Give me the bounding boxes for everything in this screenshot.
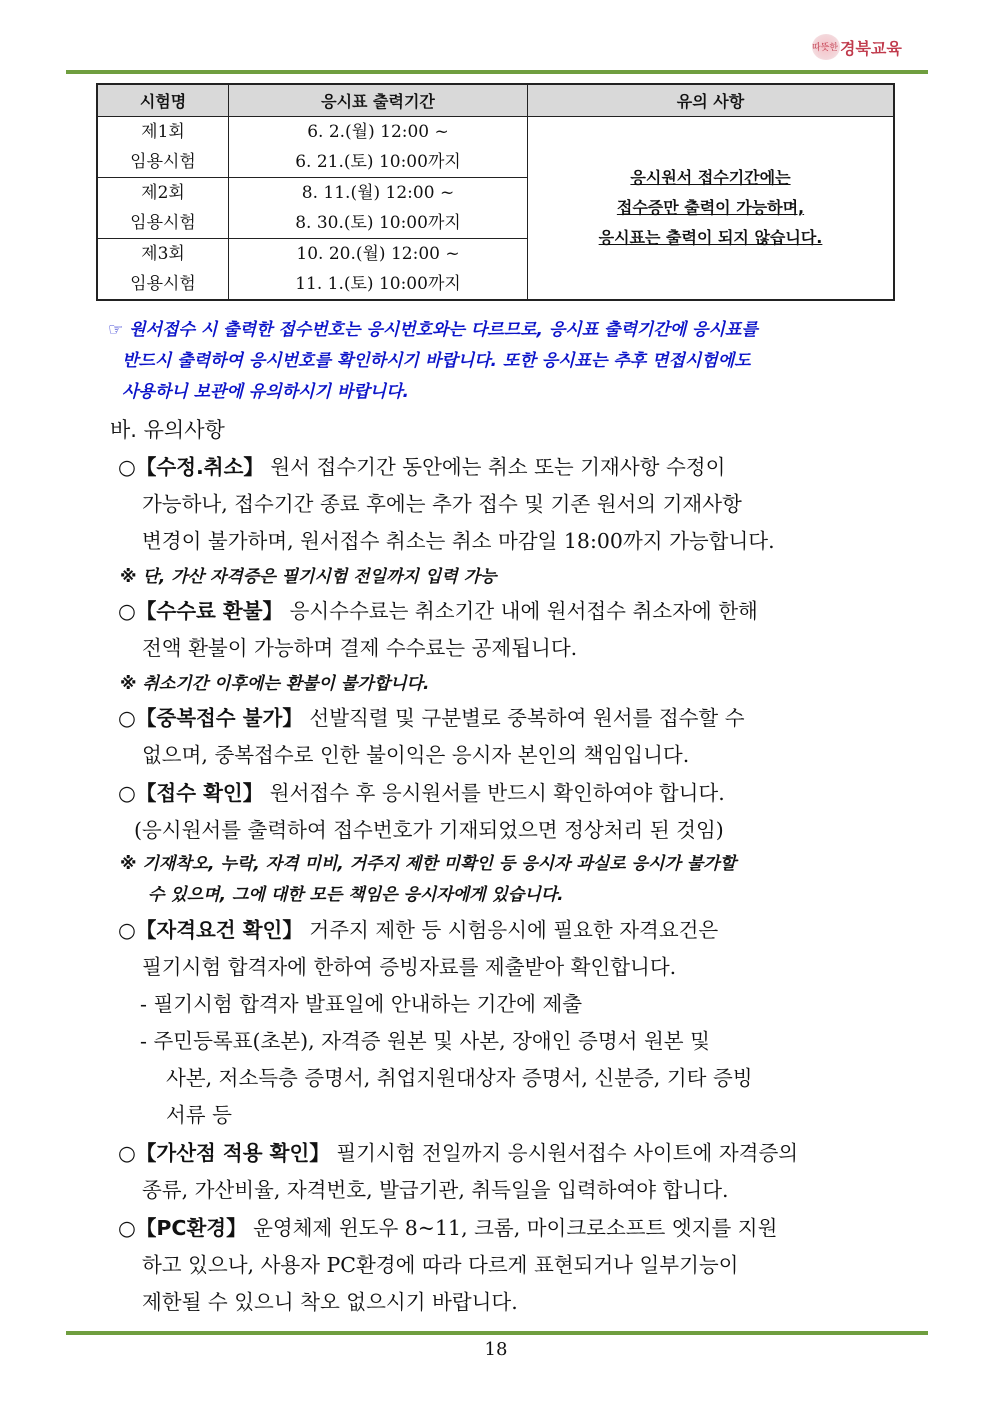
item-refund: ○【수수료 환불】 응시수수료는 취소기간 내에 원서접수 취소자에 한해 전액 환불이 가능하며 결제 수수료는 공제됩니다.: [118, 599, 758, 660]
exam-name-cell: 제2회 임용시험: [97, 178, 229, 239]
col-header-exam: 시험명: [97, 84, 229, 117]
table-header-row: [97, 84, 894, 117]
logo-text: 경북교육: [840, 39, 902, 58]
notes-cell: 응시원서 접수기간에는 접수증만 출력이 가능하며, 응시표는 출력이 되지 않습니다.: [528, 117, 895, 301]
note-no-refund: ※ 취소기간 이후에는 환불이 불가합니다.: [120, 674, 430, 694]
period-cell: 8. 11.(월) 12:00 ~ 8. 30.(토) 10:00까지: [229, 178, 528, 239]
period-cell: 6. 2.(월) 12:00 ~ 6. 21.(토) 10:00까지: [229, 117, 528, 178]
section-title: 바. 유의사항: [110, 418, 225, 442]
bottom-divider: [66, 1331, 928, 1335]
top-divider: [66, 70, 928, 74]
col-header-notes: 유의 사항: [528, 84, 895, 117]
table-row: [97, 117, 894, 178]
item-eligibility: ○【자격요건 확인】 거주지 제한 등 시험응시에 필요한 자격요건은 필기시험 합격자에 한하여 증빙자료를 제출받아 확인합니다.: [118, 918, 719, 979]
note-bonus-cert: ※ 단, 가산 자격증은 필기시험 전일까지 입력 가능: [120, 567, 497, 587]
note-applicant-fault: ※ 기재착오, 누락, 자격 미비, 거주지 제한 미확인 등 응시자 과실로 응시가 불가할 수 있으며, 그에 대한 모든 책임은 응시자에게 있습니다.: [120, 854, 737, 905]
page-number: 18: [484, 1339, 508, 1360]
print-schedule-table: [96, 83, 895, 301]
item-confirm: ○【접수 확인】 원서접수 후 응시원서를 반드시 확인하여야 합니다. (응시원서를 출력하여 접수번호가 기재되었으면 정상처리 된 것임): [118, 781, 725, 842]
dash-documents: - 주민등록표(초본), 자격증 원본 및 사본, 장애인 증명서 원본 및 사본, 저소득층 증명서, 취업지원대상자 증명서, 신분증, 기타 증빙 서류 등: [140, 1029, 753, 1127]
logo-small-text: 따뜻한: [812, 43, 839, 53]
col-header-period: 응시표 출력기간: [229, 84, 528, 117]
item-duplicate: ○【중복접수 불가】 선발직렬 및 구분별로 중복하여 원서를 접수할 수 없으며, 중복접수로 인한 불이익은 응시자 본인의 책임입니다.: [118, 706, 745, 767]
exam-name-cell: 제1회 임용시험: [97, 117, 229, 178]
applicant-number-notice: ☞ 원서접수 시 출력한 접수번호는 응시번호와는 다르므로, 응시표 출력기간에 응시표를 반드시 출력하여 응시번호를 확인하시기 바랍니다. 또한 응시표는 추후 면접시험에도 사용하니 보관에 유의하시기 바랍니다.: [108, 320, 758, 402]
period-cell: 10. 20.(월) 12:00 ~ 11. 1.(토) 10:00까지: [229, 239, 528, 301]
header-logo: [810, 34, 920, 60]
item-bonus-points: ○【가산점 적용 확인】 필기시험 전일까지 응시원서접수 사이트에 자격증의 종류, 가산비율, 자격번호, 발급기관, 취득일을 입력하여야 합니다.: [118, 1141, 799, 1202]
item-edit-cancel: ○【수정.취소】 원서 접수기간 동안에는 취소 또는 기재사항 수정이 가능하나, 접수기간 종료 후에는 추가 접수 및 기존 원서의 기재사항 변경이 불가하며, 원서접수 취소는 취소 마감일 18:00까지 가능합니다.: [118, 455, 775, 553]
exam-name-cell: 제3회 임용시험: [97, 239, 229, 301]
dash-submit-period: - 필기시험 합격자 발표일에 안내하는 기간에 제출: [140, 992, 583, 1016]
item-pc-environment: ○【PC환경】 운영체제 윈도우 8~11, 크롬, 마이크로소프트 엣지를 지원 하고 있으나, 사용자 PC환경에 따라 다르게 표현되거나 일부기능이 제한될 수 있으니 착오 없으시기 바랍니다.: [118, 1216, 778, 1314]
pointing-hand-icon: ☞: [108, 320, 124, 340]
